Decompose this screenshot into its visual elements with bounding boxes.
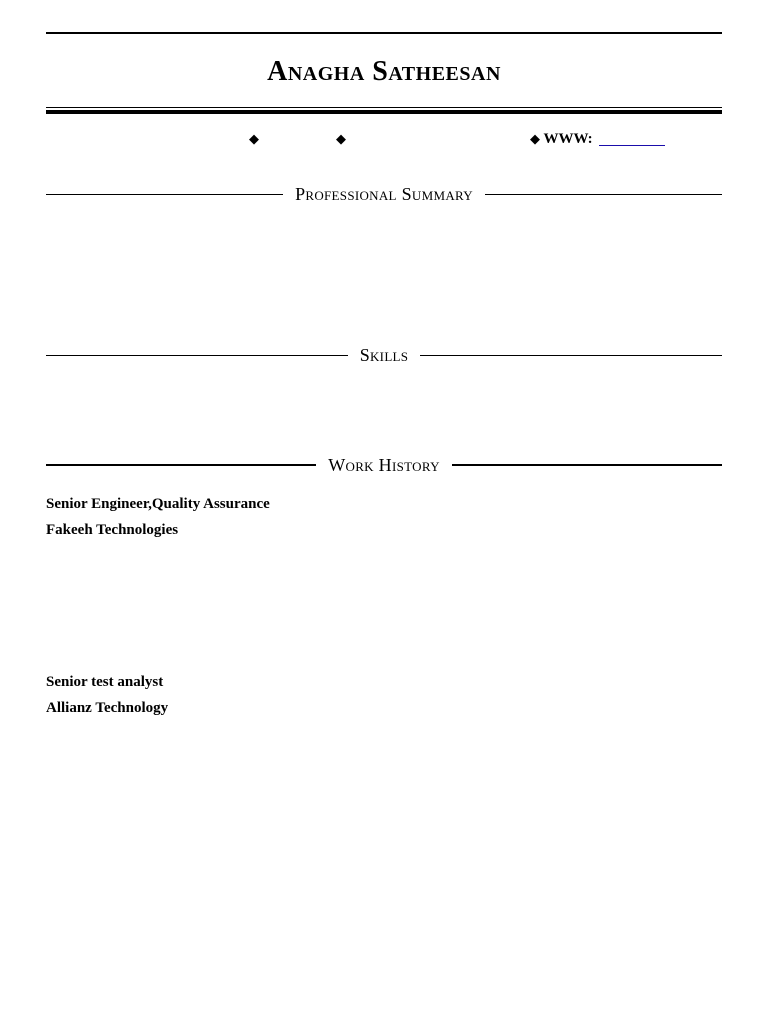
section-heading-work-history [46, 453, 722, 477]
header-rule-thin [46, 107, 722, 108]
section-rule-right [452, 464, 722, 466]
section-heading-skills [46, 343, 722, 367]
contact-separator-diamond-icon: ◆ [530, 131, 540, 146]
candidate-name: Anagha Satheesan [267, 56, 501, 87]
section-rule-right [485, 194, 722, 195]
section-rule-right [420, 355, 722, 356]
section-title: Skills [359, 345, 409, 365]
contact-separator-diamond-icon: ◆ [249, 131, 259, 146]
header-rule-thick [46, 110, 722, 114]
website-label: WWW: [543, 131, 593, 147]
contact-row [46, 129, 722, 149]
resume-page [46, 0, 722, 1024]
job-title: Senior test analyst [46, 674, 164, 690]
section-rule-left [46, 194, 283, 195]
website-field [530, 129, 665, 149]
section-title: Work History [328, 455, 440, 475]
job-company: Allianz Technology [46, 700, 169, 716]
section-rule-left [46, 464, 316, 466]
top-rule [46, 32, 722, 34]
job-company: Fakeeh Technologies [46, 522, 179, 538]
contact-separator-diamond-icon: ◆ [336, 131, 346, 146]
section-heading-professional-summary [46, 182, 722, 206]
section-title: Professional Summary [295, 184, 473, 204]
job-title: Senior Engineer,Quality Assurance [46, 496, 270, 512]
section-rule-left [46, 355, 348, 356]
website-link[interactable] [599, 131, 665, 146]
